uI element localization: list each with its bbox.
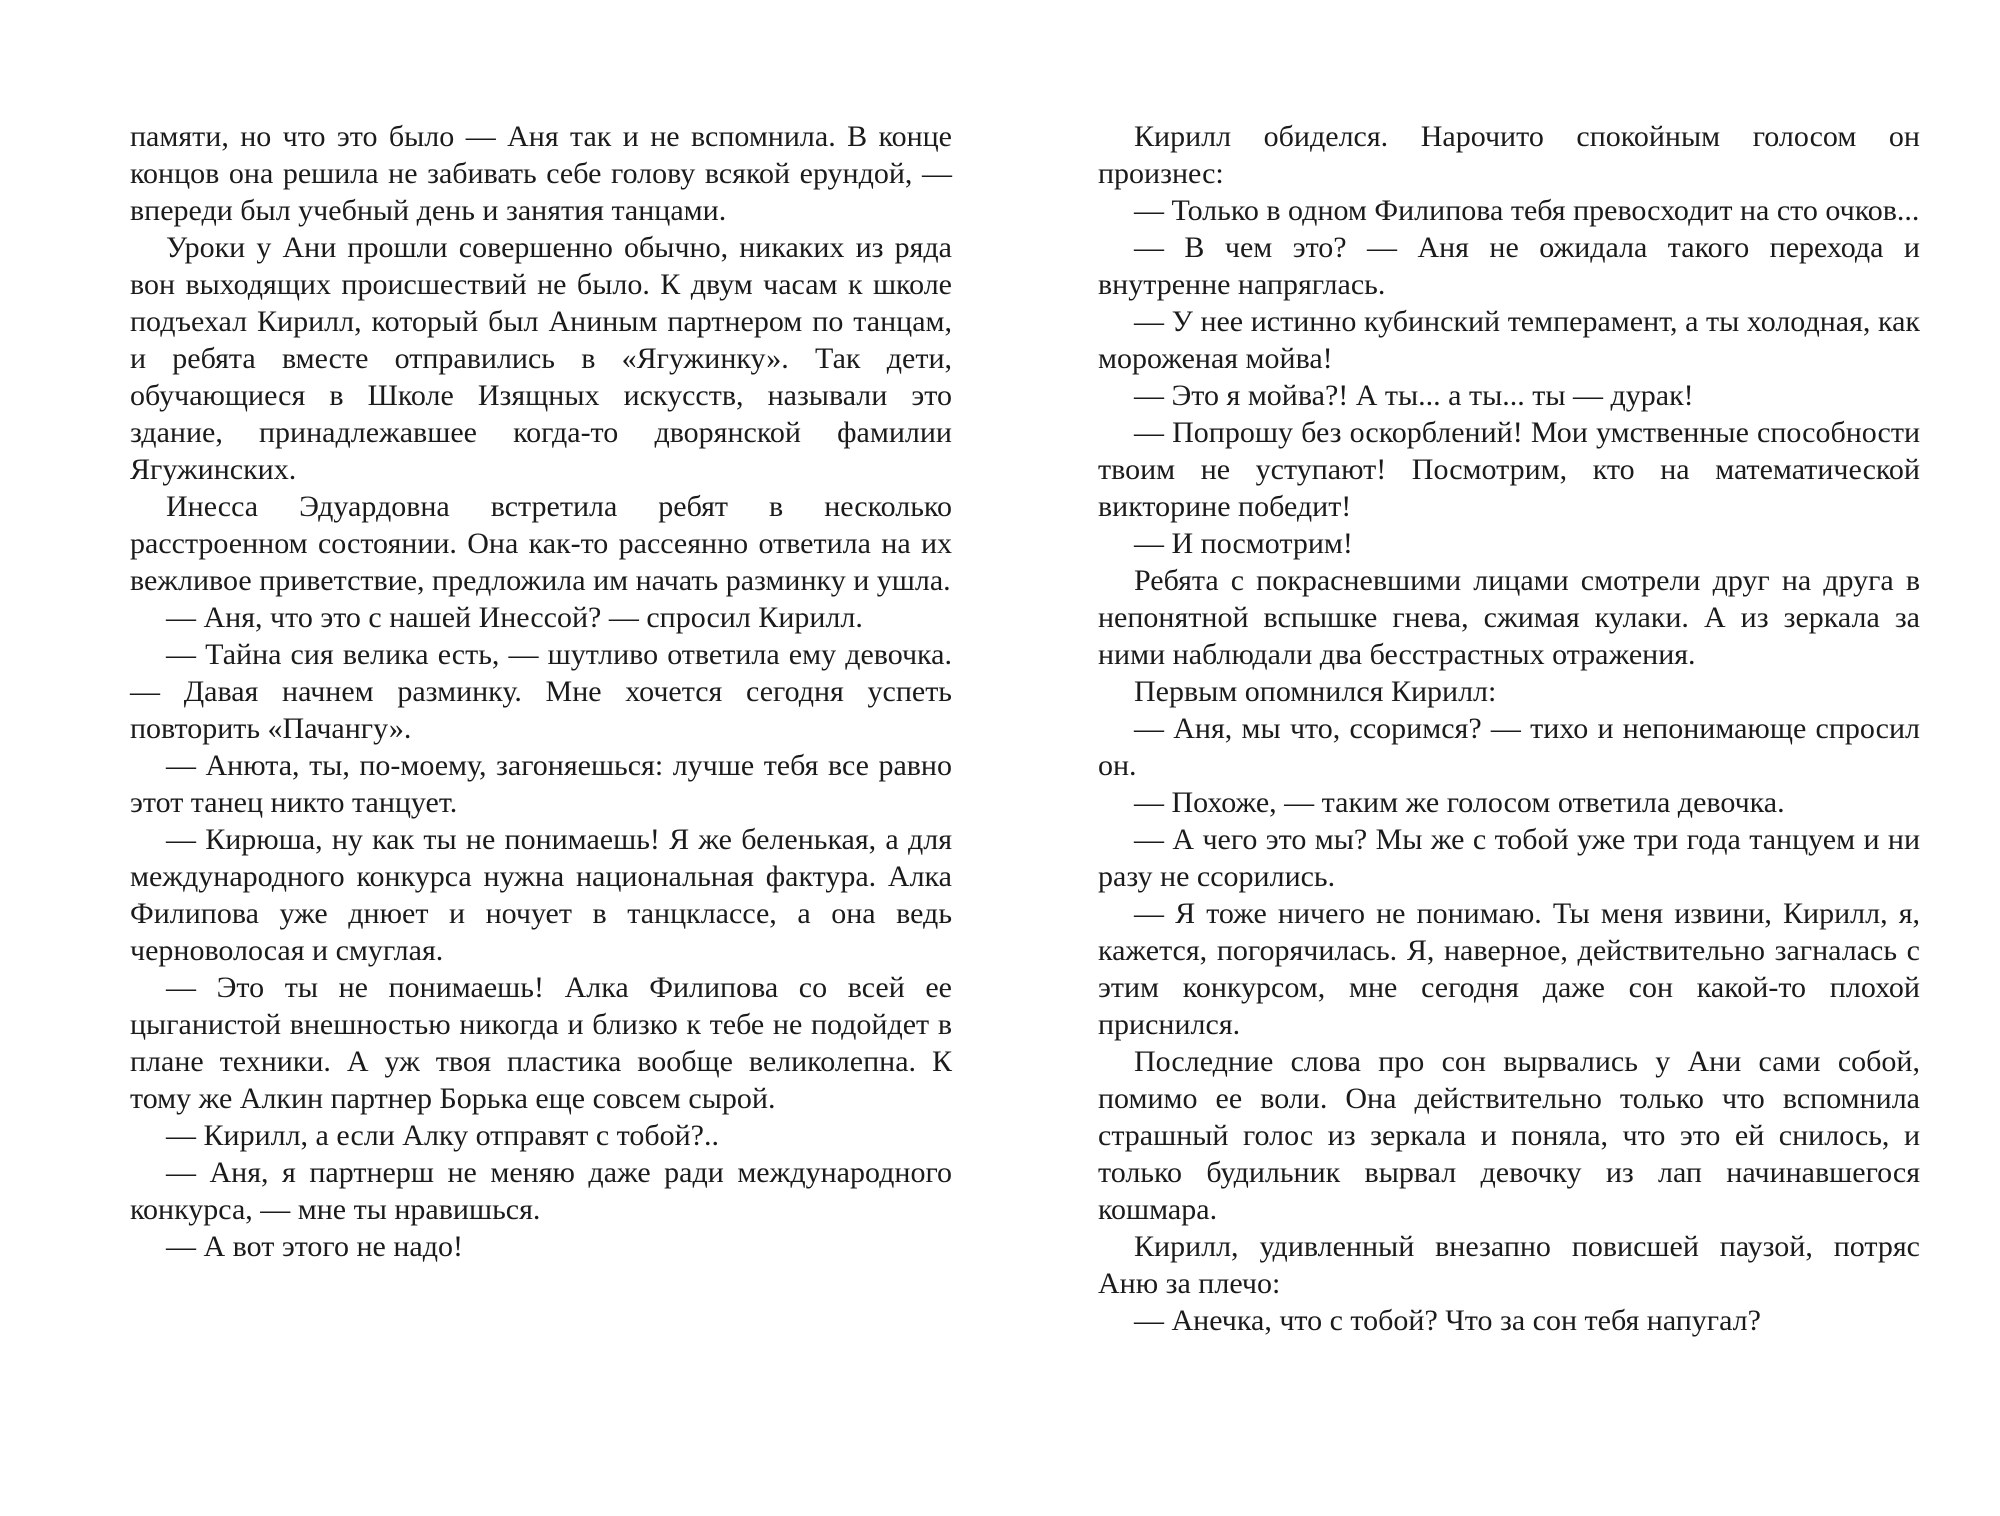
- left-paragraph-6: — Анюта, ты, по-моему, загоняешься: лучше тебя все равно этот танец никто танцует.: [130, 749, 952, 819]
- right-paragraph-13: — Я тоже ничего не понимаю. Ты меня извини, Кирилл, я, кажется, погорячилась. Я, наверное, действительно загналась с этим конкурсом, мне сегодня даже сон какой-то плохой приснился.: [1098, 897, 1920, 1041]
- left-paragraph-9: — Кирилл, а если Алку отправят с тобой?..: [166, 1119, 719, 1152]
- right-paragraph-16: — Анечка, что с тобой? Что за сон тебя напугал?: [1134, 1304, 1761, 1337]
- right-paragraph-1: Кирилл обиделся. Нарочито спокойным голосом он произнес:: [1098, 120, 1920, 190]
- right-page: [1098, 118, 1920, 1339]
- right-paragraph-4: — У нее истинно кубинский темперамент, а ты холодная, как мороженая мойва!: [1098, 305, 1920, 375]
- left-paragraph-10: — Аня, я партнерш не меняю даже ради международного конкурса, — мне ты нравишься.: [130, 1156, 952, 1226]
- right-paragraph-15: Кирилл, удивленный внезапно повисшей паузой, потряс Аню за плечо:: [1098, 1230, 1920, 1300]
- right-paragraph-9: Первым опомнился Кирилл:: [1134, 675, 1497, 708]
- right-paragraph-14: Последние слова про сон вырвались у Ани сами собой, помимо ее воли. Она действительно только что вспомнила страшный голос из зеркала и поняла, что это ей снилось, и только будильник вырвал девочку из лап начинавшегося кошмара.: [1098, 1045, 1920, 1226]
- right-paragraph-3: — В чем это? — Аня не ожидала такого перехода и внутренне напряглась.: [1098, 231, 1920, 301]
- right-paragraph-10: — Аня, мы что, ссоримся? — тихо и непонимающе спросил он.: [1098, 712, 1920, 782]
- left-paragraph-1: памяти, но что это было — Аня так и не вспомнила. В конце концов она решила не забивать себе голову всякой ерундой, — впереди был учебный день и занятия танцами.: [130, 120, 952, 227]
- right-paragraph-2: — Только в одном Филипова тебя превосходит на сто очков...: [1134, 194, 1920, 227]
- right-paragraph-7: — И посмотрим!: [1134, 527, 1353, 560]
- right-paragraph-11: — Похоже, — таким же голосом ответила девочка.: [1134, 786, 1785, 819]
- right-paragraph-5: — Это я мойва?! А ты... а ты... ты — дурак!: [1134, 379, 1694, 412]
- left-page: [130, 118, 952, 1265]
- left-paragraph-2: Уроки у Ани прошли совершенно обычно, никаких из ряда вон выходящих происшествий не было. К двум часам к школе подъехал Кирилл, который был Аниным партнером по танцам, и ребята вместе отправились в «Ягужинку». Так дети, обучающиеся в Школе Изящных искусств, называли это здание, принадлежавшее когда-то дворянской фамилии Ягужинских.: [130, 231, 952, 486]
- right-paragraph-12: — А чего это мы? Мы же с тобой уже три года танцуем и ни разу не ссорились.: [1098, 823, 1920, 893]
- right-paragraph-6: — Попрошу без оскорблений! Мои умственные способности твоим не уступают! Посмотрим, кто на математической викторине победит!: [1098, 416, 1920, 523]
- left-paragraph-7: — Кирюша, ну как ты не понимаешь! Я же беленькая, а для международного конкурса нужна национальная фактура. Алка Филипова уже днюет и ночует в танцклассе, а она ведь черноволосая и смуглая.: [130, 823, 952, 967]
- left-paragraph-11: — А вот этого не надо!: [166, 1230, 463, 1263]
- left-paragraph-3: Инесса Эдуардовна встретила ребят в несколько расстроенном состоянии. Она как-то рассеянно ответила на их вежливое приветствие, предложила им начать разминку и ушла.: [130, 490, 952, 597]
- left-paragraph-5: — Тайна сия велика есть, — шутливо ответила ему девочка. — Давая начнем разминку. Мне хочется сегодня успеть повторить «Пачангу».: [130, 638, 952, 745]
- left-paragraph-4: — Аня, что это с нашей Инессой? — спросил Кирилл.: [166, 601, 863, 634]
- left-paragraph-8: — Это ты не понимаешь! Алка Филипова со всей ее цыганистой внешностью никогда и близко к тебе не подойдет в плане техники. А уж твоя пластика вообще великолепна. К тому же Алкин партнер Борька еще совсем сырой.: [130, 971, 952, 1115]
- right-paragraph-8: Ребята с покрасневшими лицами смотрели друг на друга в непонятной вспышке гнева, сжимая кулаки. А из зеркала за ними наблюдали два бесстрастных отражения.: [1098, 564, 1920, 671]
